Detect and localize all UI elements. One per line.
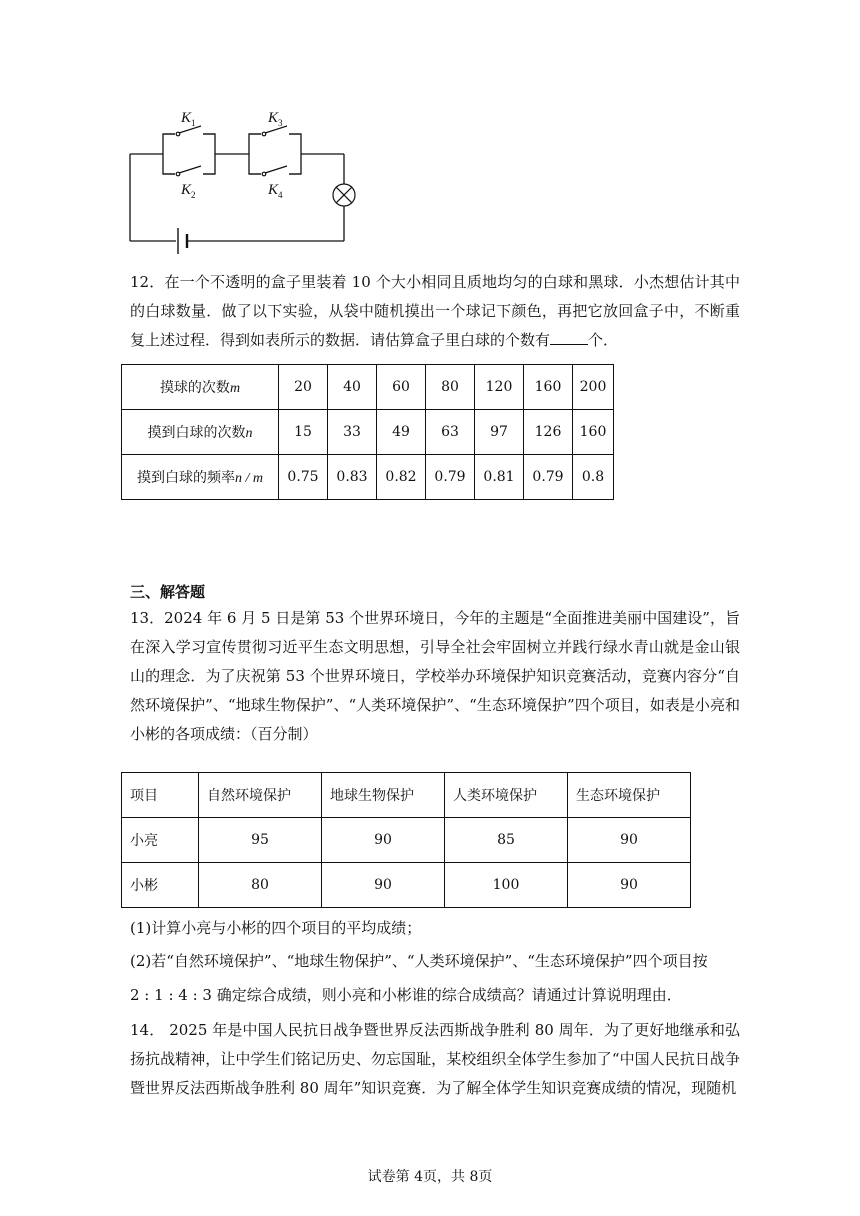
table-cell: 33 bbox=[328, 410, 377, 455]
question-12-text: 12．在一个不透明的盒子里装着 10 个大小相同且质地均匀的白球和黑球．小杰想估计其中的白球数量．做了以下实验，从袋中随机摸出一个球记下颜色，再把它放回盒子中，不断重复上述过程．得到如表所示的数据．请估算盒子里白球的个数有 个． bbox=[130, 273, 740, 349]
table-header-row bbox=[122, 773, 691, 818]
row-header: 摸到白球的频率n / m bbox=[122, 455, 279, 500]
question-14-text: 14． 2025 年是中国人民抗日战争暨世界反法西斯战争胜利 80 周年．为了更好地继承和弘扬抗战精神，让中学生们铭记历史、勿忘国耻，某校组织全体学生参加了“中国人民抗日战争暨世界反法西斯战争胜利 80 周年”知识竞赛．为了解全体学生知识竞赛成绩的情况，现随机 bbox=[130, 1021, 740, 1097]
section-heading: 三、解答题 bbox=[130, 583, 206, 601]
table-cell: 0.79 bbox=[426, 455, 475, 500]
table-cell: 0.75 bbox=[279, 455, 328, 500]
table-cell: 126 bbox=[524, 410, 573, 455]
lamp-icon bbox=[333, 184, 355, 206]
column-header: 自然环境保护 bbox=[199, 773, 322, 818]
table-cell: 90 bbox=[568, 818, 691, 863]
switch-label-k3: $K_3$ bbox=[268, 110, 283, 128]
switch-label-k4: $K_4$ bbox=[268, 182, 283, 200]
page-footer: 试卷第 4页，共 8页 bbox=[367, 1169, 493, 1185]
table-cell: 90 bbox=[322, 818, 445, 863]
switch-label-k1: $K_1$ bbox=[181, 110, 196, 128]
table-cell: 63 bbox=[426, 410, 475, 455]
q12-table bbox=[121, 364, 614, 500]
table-cell: 0.81 bbox=[475, 455, 524, 500]
column-header: 地球生物保护 bbox=[322, 773, 445, 818]
row-header: 摸到白球的次数n bbox=[122, 410, 279, 455]
table-cell: 0.82 bbox=[377, 455, 426, 500]
table-cell: 97 bbox=[475, 410, 524, 455]
battery-icon bbox=[178, 228, 187, 254]
switch-label-k2: $K_2$ bbox=[181, 182, 196, 200]
parallel-block-2 bbox=[249, 134, 301, 174]
column-header: 生态环境保护 bbox=[568, 773, 691, 818]
parallel-block-1 bbox=[163, 134, 215, 174]
question-13-text: 13．2024 年 6 月 5 日是第 53 个世界环境日，今年的主题是“全面推进美丽中国建设”，旨在深入学习宣传贯彻习近平生态文明思想，引导全社会牢固树立并践行绿水青山就是金山银山的理念．为了庆祝第 53 个世界环境日，学校举办环境保护知识竞赛活动，竞赛内容分“自然环境保护”、“地球生物保护”、“人类环境保护”、“生态环境保护”四个项目，如表是小亮和小彬的各项成绩：（百分制） bbox=[130, 609, 740, 743]
table-cell: 80 bbox=[426, 365, 475, 410]
table-cell: 80 bbox=[199, 863, 322, 908]
column-header: 人类环境保护 bbox=[445, 773, 568, 818]
table-cell: 90 bbox=[322, 863, 445, 908]
q13-table bbox=[121, 772, 691, 908]
table-row bbox=[122, 365, 614, 410]
table-cell: 160 bbox=[524, 365, 573, 410]
table-cell: 49 bbox=[377, 410, 426, 455]
table-cell: 200 bbox=[573, 365, 614, 410]
table-cell: 0.83 bbox=[328, 455, 377, 500]
table-row bbox=[122, 410, 614, 455]
table-cell: 95 bbox=[199, 818, 322, 863]
q13-sub-question-2-line-2: 2 : 1 : 4 : 3 确定综合成绩，则小亮和小彬谁的综合成绩高？请通过计算说明理由． bbox=[130, 986, 682, 1004]
q13-sub-question-2-line-1: (2)若“自然环境保护”、“地球生物保护”、“人类环境保护”、“生态环境保护”四个项目按 bbox=[130, 952, 708, 970]
table-cell: 60 bbox=[377, 365, 426, 410]
table-cell: 120 bbox=[475, 365, 524, 410]
table-row bbox=[122, 863, 691, 908]
row-header: 小亮 bbox=[122, 818, 199, 863]
answer-blank bbox=[550, 330, 588, 345]
q13-sub-question-1: (1)计算小亮与小彬的四个项目的平均成绩； bbox=[130, 919, 422, 937]
table-row bbox=[122, 455, 614, 500]
circuit-diagram bbox=[118, 102, 368, 262]
table-cell: 0.8 bbox=[573, 455, 614, 500]
table-cell: 85 bbox=[445, 818, 568, 863]
row-header: 摸球的次数m bbox=[122, 365, 279, 410]
table-cell: 0.79 bbox=[524, 455, 573, 500]
table-cell: 160 bbox=[573, 410, 614, 455]
table-cell: 20 bbox=[279, 365, 328, 410]
column-header: 项目 bbox=[122, 773, 199, 818]
row-header: 小彬 bbox=[122, 863, 199, 908]
table-cell: 15 bbox=[279, 410, 328, 455]
table-cell: 90 bbox=[568, 863, 691, 908]
table-cell: 40 bbox=[328, 365, 377, 410]
table-cell: 100 bbox=[445, 863, 568, 908]
table-row bbox=[122, 818, 691, 863]
